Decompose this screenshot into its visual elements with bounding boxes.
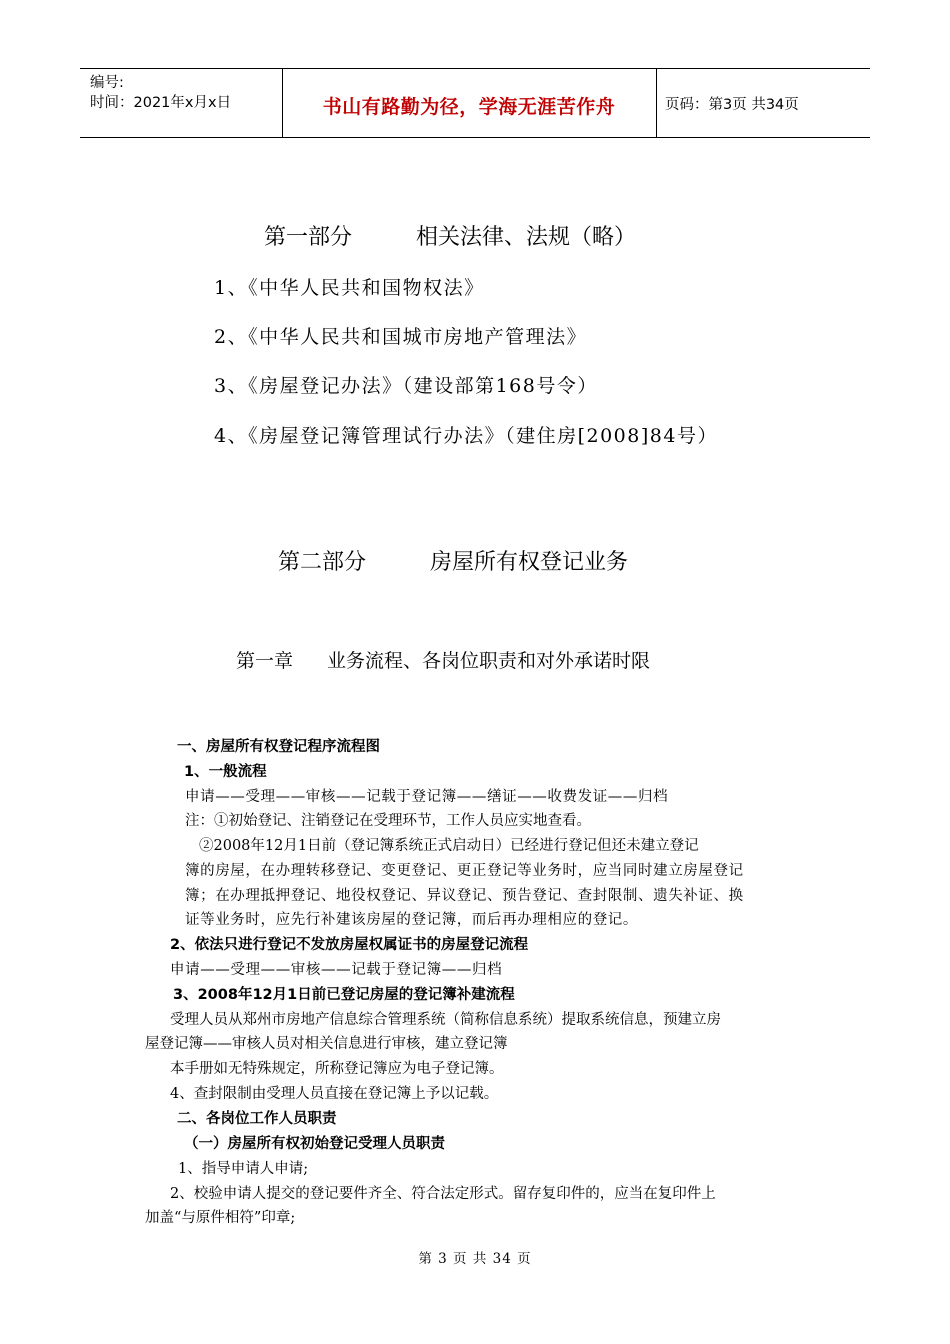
body-text: 4、查封限制由受理人员直接在登记簿上予以记载。 [170, 1086, 499, 1102]
flow-text: 申请——受理——审核——记载于登记簿——归档 [170, 962, 503, 978]
part2-label: 第二部分 [278, 550, 367, 575]
body-text: 本手册如无特殊规定，所称登记簿应为电子登记簿。 [170, 1061, 504, 1077]
note-text: ②2008年12月1日前（登记簿系统正式启动日）已经进行登记但还未建立登记 [199, 838, 699, 854]
subsection-title: 1、一般流程 [184, 764, 267, 780]
part1-title: 相关法律、法规（略） [416, 225, 637, 250]
section-title: 一、房屋所有权登记程序流程图 [177, 739, 380, 755]
flow-text: 申请——受理——审核——记载于登记簿——缮证——收费发证——归档 [185, 789, 669, 805]
note-text: 注：①初始登记、注销登记在受理环节，工作人员应实地查看。 [185, 813, 591, 829]
duty-item: 2、校验申请人提交的登记要件齐全、符合法定形式。留存复印件的，应当在复印件上 [170, 1186, 716, 1202]
note-text: 簿；在办理抵押登记、地役权登记、异议登记、预告登记、查封限制、遗失补证、换 [185, 888, 744, 904]
subsection-title: （一）房屋所有权初始登记受理人员职责 [184, 1136, 445, 1152]
document-date-label: 时间：2021年x月x日 [90, 95, 232, 111]
header-motto: 书山有路勤为径，学海无涯苦作舟 [322, 96, 616, 118]
part1-heading [264, 220, 636, 251]
header-page-info: 页码：第3页 共34页 [665, 97, 799, 113]
body-text: 屋登记簿——审核人员对相关信息进行审核，建立登记簿 [145, 1036, 508, 1052]
subsection-title: 2、依法只进行登记不发放房屋权属证书的房屋登记流程 [170, 937, 529, 953]
chapter1-title: 业务流程、各岗位职责和对外承诺时限 [327, 650, 651, 672]
part2-title: 房屋所有权登记业务 [430, 550, 629, 575]
chapter1-label: 第一章 [236, 650, 294, 672]
document-number-label: 编号: [90, 75, 124, 91]
law-item: 3、《房屋登记办法》（建设部第168号令） [214, 375, 598, 397]
header-meta [90, 73, 231, 113]
chapter1-heading [236, 646, 650, 673]
section-title: 二、各岗位工作人员职责 [177, 1111, 337, 1127]
body-text: 受理人员从郑州市房地产信息综合管理系统（简称信息系统）提取系统信息，预建立房 [170, 1012, 721, 1028]
law-item: 2、《中华人民共和国城市房地产管理法》 [214, 326, 588, 348]
note-text: 簿的房屋，在办理转移登记、变更登记、更正登记等业务时，应当同时建立房屋登记 [185, 863, 744, 879]
duty-item: 1、指导申请人申请; [178, 1161, 309, 1177]
part1-label: 第一部分 [264, 225, 353, 250]
note-text: 证等业务时，应先行补建该房屋的登记簿，而后再办理相应的登记。 [185, 912, 638, 928]
law-item: 1、《中华人民共和国物权法》 [214, 277, 485, 299]
page-footer: 第 3 页 共 34 页 [418, 1251, 532, 1267]
page-header [80, 68, 870, 138]
subsection-title: 3、2008年12月1日前已登记房屋的登记簿补建流程 [173, 987, 515, 1003]
header-divider [656, 69, 657, 137]
duty-item: 加盖“与原件相符”印章; [145, 1210, 296, 1226]
law-item: 4、《房屋登记簿管理试行办法》（建住房[2008]84号） [214, 425, 718, 447]
part2-heading [278, 545, 628, 576]
